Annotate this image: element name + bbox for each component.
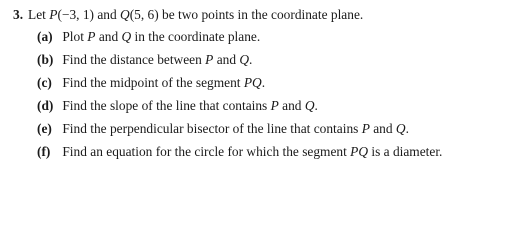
math-variable: Q — [121, 29, 132, 44]
math-variable: PQ — [243, 75, 262, 90]
text-run: (−3, 1) and — [57, 7, 121, 22]
text-run: Find the midpoint of the segment — [62, 75, 244, 90]
problem-parts-list — [13, 27, 523, 165]
text-run: (5, 6) be two points in the coordinate plane. — [129, 7, 364, 22]
math-variable: Q — [239, 52, 250, 67]
part-a — [13, 27, 523, 50]
text-run: Find the perpendicular bisector of the line that contains — [62, 121, 362, 136]
part-text — [62, 121, 409, 136]
part-label: (d) — [37, 98, 54, 113]
text-run: and — [213, 52, 240, 67]
math-variable: Q — [395, 121, 406, 136]
text-run: Find the slope of the line that contains — [62, 98, 271, 113]
math-variable: P — [361, 121, 370, 136]
problem-3 — [13, 5, 523, 165]
part-text — [62, 29, 260, 44]
text-run: Find an equation for the circle for which the segment — [62, 144, 351, 159]
part-text — [62, 144, 442, 159]
text-run: is a diameter. — [368, 144, 443, 159]
math-variable: P — [205, 52, 214, 67]
problem-stem — [13, 5, 523, 27]
text-run: . — [314, 98, 318, 113]
part-text — [62, 52, 252, 67]
part-label: (b) — [37, 52, 54, 67]
part-e — [13, 119, 523, 142]
part-label: (a) — [37, 29, 53, 44]
part-b — [13, 50, 523, 73]
part-d — [13, 96, 523, 119]
part-label: (e) — [37, 121, 52, 136]
problem-number: 3. — [13, 7, 24, 22]
math-variable: PQ — [350, 144, 369, 159]
text-run: and — [278, 98, 305, 113]
text-run: Let — [28, 7, 50, 22]
part-c — [13, 73, 523, 96]
text-run: . — [405, 121, 409, 136]
part-text — [62, 98, 318, 113]
part-label: (f) — [37, 144, 51, 159]
math-variable: Q — [304, 98, 315, 113]
math-variable: P — [270, 98, 279, 113]
text-run: Plot — [62, 29, 88, 44]
math-variable: P — [49, 7, 58, 22]
math-variable: P — [87, 29, 96, 44]
text-run: and — [369, 121, 396, 136]
part-text — [62, 75, 265, 90]
text-run: and — [95, 29, 122, 44]
problem-stem-text — [28, 7, 363, 22]
text-run: . — [261, 75, 266, 90]
text-run: . — [249, 52, 253, 67]
math-variable: Q — [120, 7, 130, 22]
text-run: in the coordinate plane. — [131, 29, 261, 44]
text-run: Find the distance between — [62, 52, 206, 67]
part-f — [13, 142, 523, 165]
part-label: (c) — [37, 75, 52, 90]
